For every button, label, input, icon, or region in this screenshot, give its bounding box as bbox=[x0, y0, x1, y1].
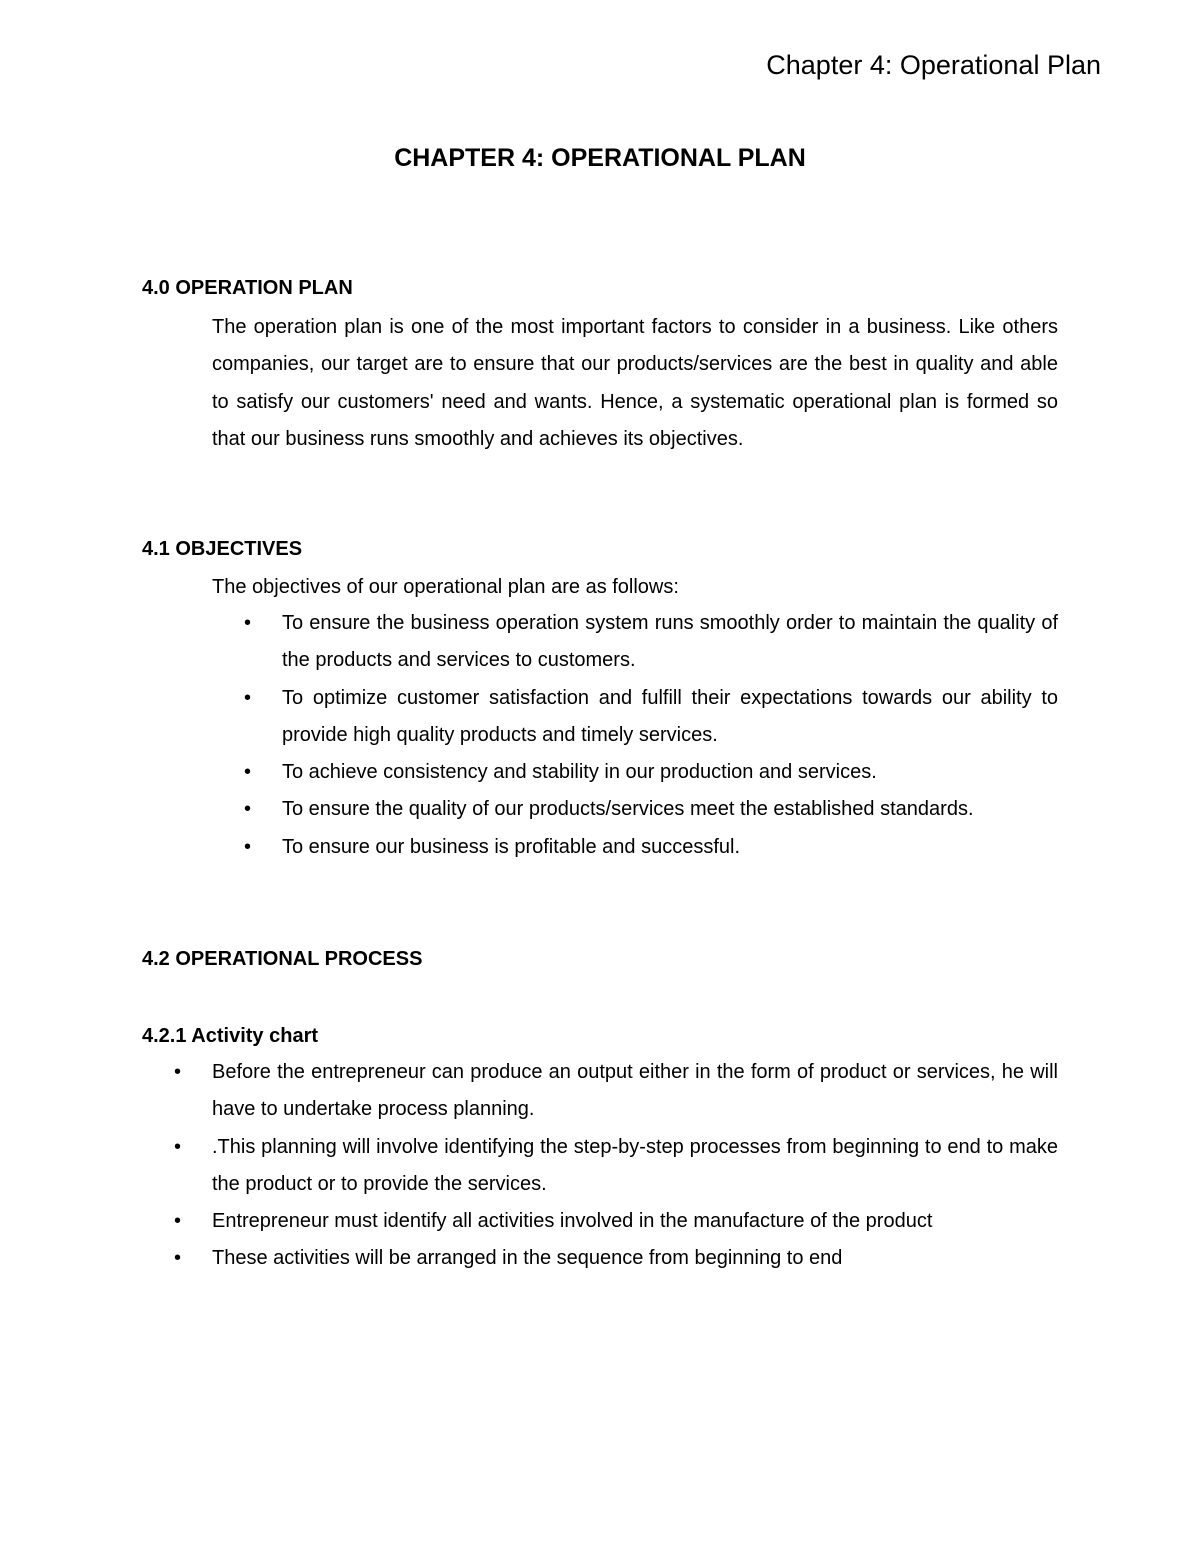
list-item-text: These activities will be arranged in the sequence from beginning to end bbox=[212, 1247, 843, 1270]
bullet-icon: • bbox=[244, 761, 252, 784]
list-item-text: To ensure the quality of our products/services meet the established standards. bbox=[282, 798, 974, 821]
list-item-text: To ensure the business operation system runs smoothly order to maintain the quality of the products and services to customers. bbox=[282, 612, 1058, 672]
objectives-list bbox=[244, 605, 1058, 866]
bullet-icon: • bbox=[174, 1210, 182, 1233]
section-heading-4-2-1: 4.2.1 Activity chart bbox=[142, 1025, 319, 1047]
bullet-icon: • bbox=[174, 1247, 182, 1270]
list-item bbox=[244, 754, 1058, 791]
activity-chart-list bbox=[174, 1054, 1058, 1278]
bullet-icon: • bbox=[244, 798, 252, 821]
section-heading-4-2: 4.2 OPERATIONAL PROCESS bbox=[142, 948, 423, 970]
list-item bbox=[174, 1054, 1058, 1129]
list-item-text: Entrepreneur must identify all activities involved in the manufacture of the product bbox=[212, 1210, 933, 1233]
list-item bbox=[174, 1129, 1058, 1204]
list-item-text: To optimize customer satisfaction and fulfill their expectations towards our ability to provide high quality products and timely services. bbox=[282, 686, 1058, 746]
bullet-icon: • bbox=[244, 686, 252, 709]
bullet-icon: • bbox=[244, 835, 252, 858]
objectives-intro: The objectives of our operational plan are as follows: bbox=[212, 576, 679, 598]
section-heading-4-0: 4.0 OPERATION PLAN bbox=[142, 277, 353, 299]
list-item bbox=[174, 1240, 1058, 1277]
list-item-text: To achieve consistency and stability in our production and services. bbox=[282, 761, 877, 784]
bullet-icon: • bbox=[174, 1135, 182, 1158]
list-item-text: .This planning will involve identifying the step-by-step processes from beginning to end to make the product or to provide the services. bbox=[212, 1135, 1058, 1195]
bullet-icon: • bbox=[244, 612, 252, 634]
list-item bbox=[244, 791, 1058, 828]
bullet-icon: • bbox=[174, 1061, 182, 1083]
list-item-text: To ensure our business is profitable and successful. bbox=[282, 835, 741, 858]
chapter-title: CHAPTER 4: OPERATIONAL PLAN bbox=[394, 144, 806, 172]
section-heading-4-1: 4.1 OBJECTIVES bbox=[142, 538, 303, 560]
list-item bbox=[244, 605, 1058, 680]
list-item bbox=[244, 680, 1058, 755]
operation-plan-paragraph: The operation plan is one of the most important factors to consider in a business. Like others companies, our target are to ensure that our products/services are the best in quality and able to satisfy our customers' need and wants. Hence, a systematic operational plan is formed so that our business runs smoothly and achieves its objectives. bbox=[212, 316, 1058, 450]
list-item bbox=[244, 829, 1058, 866]
list-item-text: Before the entrepreneur can produce an output either in the form of product or services, he will have to undertake process planning. bbox=[212, 1061, 1058, 1121]
running-header: Chapter 4: Operational Plan bbox=[766, 50, 1101, 80]
list-item bbox=[174, 1203, 1058, 1240]
